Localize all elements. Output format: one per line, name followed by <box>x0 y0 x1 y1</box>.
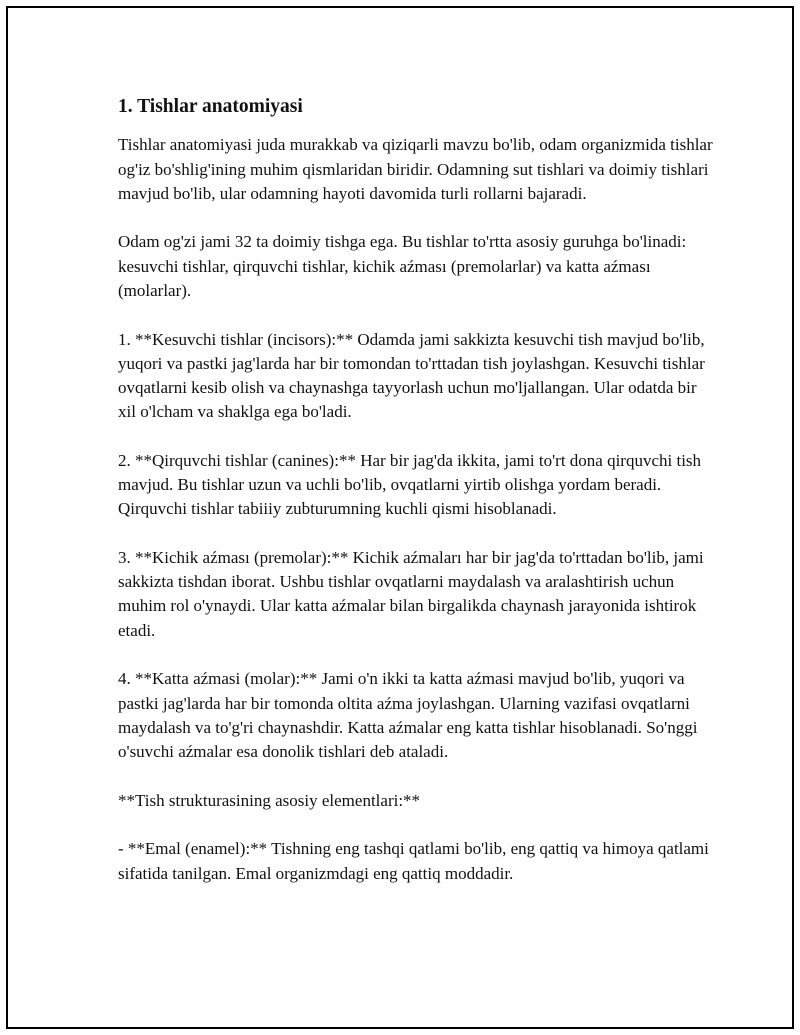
document-body <box>118 94 718 910</box>
paragraph-enamel: - **Emal (enamel):** Tishning eng tashqi qatlami bo'lib, eng qattiq va himoya qatlami sifatida tanilgan. Emal organizmdagi eng qattiq moddadir. <box>118 839 709 883</box>
paragraph-molars: 4. **Katta aźmasi (molar):** Jami o'n ikki ta katta aźmasi mavjud bo'lib, yuqori va pastki jag'larda har bir tomonda oltita aźma joylashgan. Ularning vazifasi ovqatlarni maydalash va to'g'ri chaynashdir. Katta aźmalar eng katta tishlar hisoblanadi. So'nggi o'suvchi aźmalar esa donolik tishlari deb ataladi. <box>118 669 698 761</box>
paragraph-structure-heading: **Tish strukturasining asosiy elementlari:** <box>118 790 421 810</box>
paragraph-canines: 2. **Qirquvchi tishlar (canines):** Har bir jag'da ikkita, jami to'rt dona qirquvchi tish mavjud. Bu tishlar uzun va uchli bo'lib, ovqatlarni yirtib olishga yordam beradi. Qirquvchi tishlar tabiiiy zubturumning kuchli qismi hisoblanadi. <box>118 450 702 519</box>
paragraph-premolars: 3. **Kichik aźması (premolar):** Kichik aźmaları har bir jag'da to'rttadan bo'lib, jami sakkizta tishdan iborat. Ushbu tishlar ovqatlarni maydalash va aralashtirish uchun muhim rol o'ynaydi. Ular katta aźmalar bilan birgalikda chaynash jarayonida ishtirok etadi. <box>118 547 704 640</box>
paragraph-incisors: 1. **Kesuvchi tishlar (incisors):** Odamda jami sakkizta kesuvchi tish mavjud bo'lib, yuqori va pastki jag'larda har bir tomondan to'rttadan tish joylashgan. Kesuvchi tishlar ovqatlarni kesib olish va chaynashga tayyorlash uchun mo'ljallangan. Ular odatda bir xil o'lcham va shaklga ega bo'ladi. <box>118 329 705 422</box>
paragraph-intro: Tishlar anatomiyasi juda murakkab va qiziqarli mavzu bo'lib, odam organizmida tishlar og'iz bo'shlig'ining muhim qismlaridan biridir. Odamning sut tishlari va doimiy tishlari mavjud bo'lib, ular odamning hayoti davomida turli rollarni bajaradi. <box>118 135 713 203</box>
section-heading: 1. Tishlar anatomiyasi <box>118 96 303 117</box>
paragraph-tooth-groups: Odam og'zi jami 32 ta doimiy tishga ega. Bu tishlar to'rtta asosiy guruhga bo'linadi: kesuvchi tishlar, qirquvchi tishlar, kichik aźması (premolarlar) va katta aźması (molarlar). <box>118 232 687 300</box>
